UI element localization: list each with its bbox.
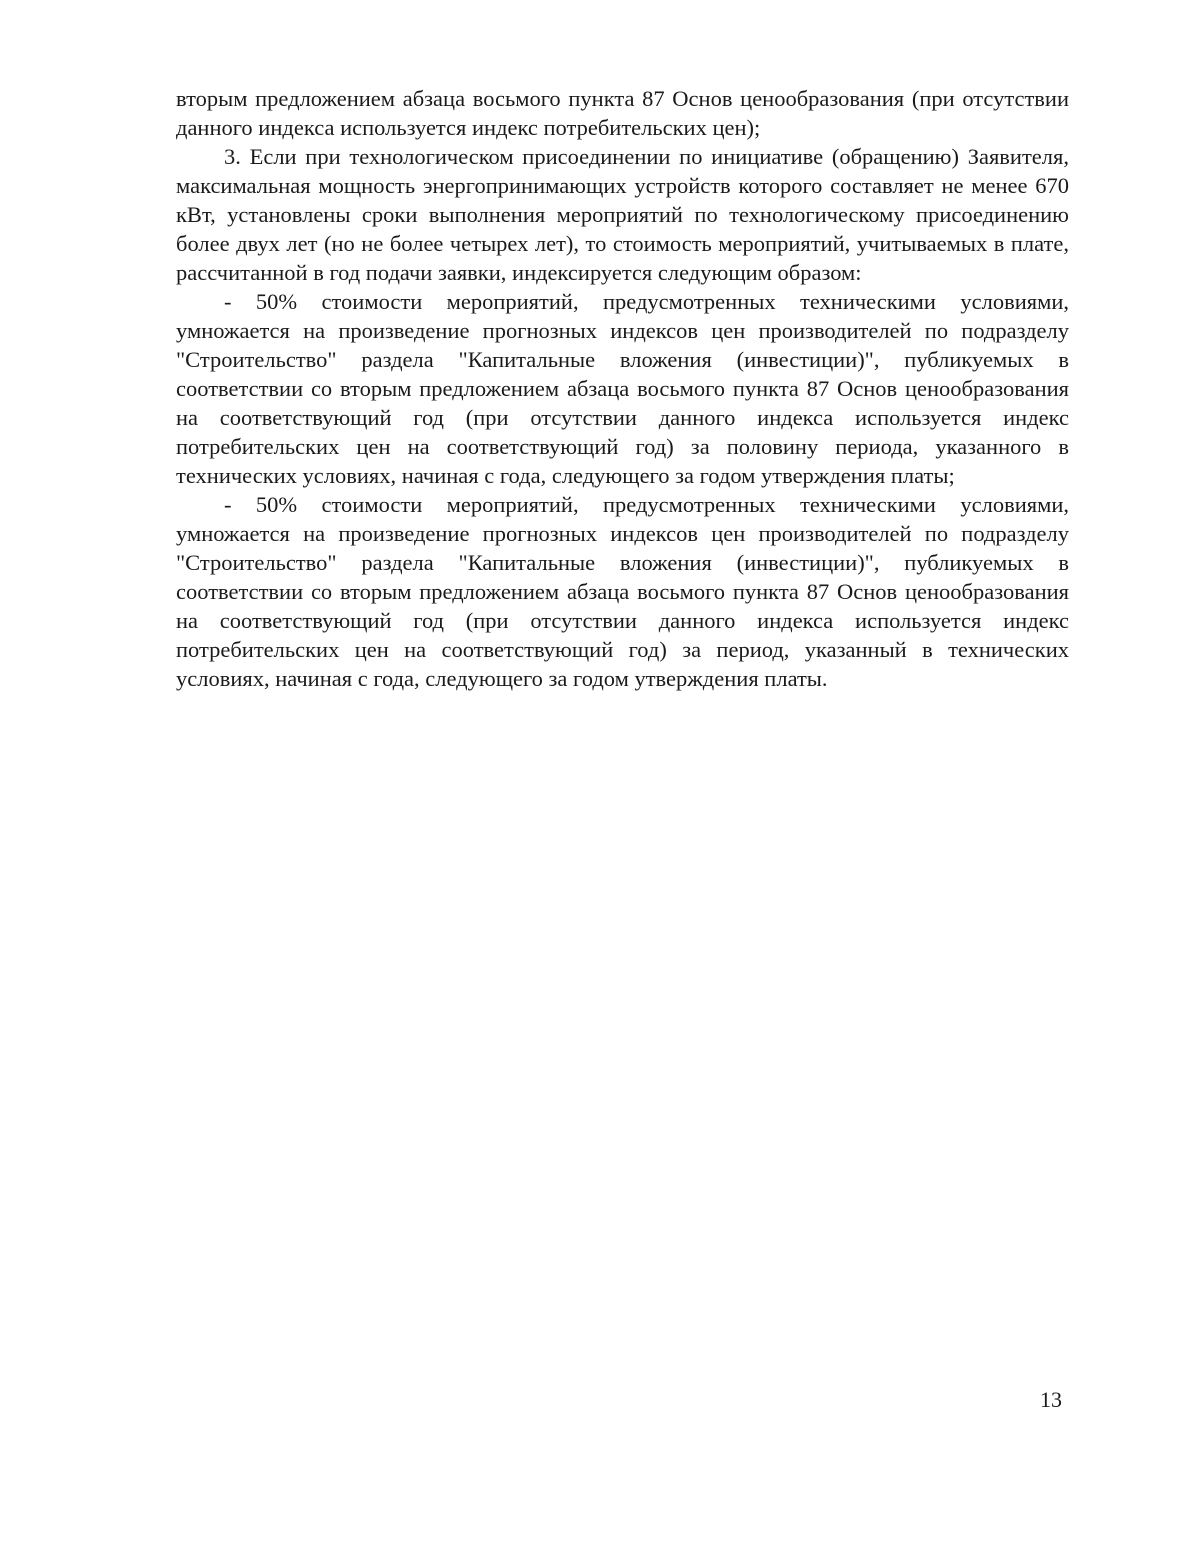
page-number: 13 (1040, 1387, 1062, 1412)
document-body (176, 84, 1069, 693)
paragraph-item-3: 3. Если при технологическом присоединении по инициативе (обращению) Заявителя, максимальная мощность энергопринимающих устройств которого составляет не менее 670 кВт, установлены сроки выполнения мероприятий по технологическому присоединению более двух лет (но не более четырех лет), то стоимость мероприятий, учитываемых в плате, рассчитанной в год подачи заявки, индексируется следующим образом: (176, 144, 1069, 285)
paragraph-bullet-second-half: - 50% стоимости мероприятий, предусмотренных техническими условиями, умножается на произведение прогнозных индексов цен производителей по подразделу "Строительство" раздела "Капитальные вложения (инвестиции)", публикуемых в соответствии со вторым предложением абзаца восьмого пункта 87 Основ ценообразования на соответствующий год (при отсутствии данного индекса используется индекс потребительских цен на соответствующий год) за период, указанный в технических условиях, начиная с года, следующего за годом утверждения платы. (176, 492, 1069, 691)
paragraph-bullet-first-half: - 50% стоимости мероприятий, предусмотренных техническими условиями, умножается на произведение прогнозных индексов цен производителей по подразделу "Строительство" раздела "Капитальные вложения (инвестиции)", публикуемых в соответствии со вторым предложением абзаца восьмого пункта 87 Основ ценообразования на соответствующий год (при отсутствии данного индекса используется индекс потребительских цен на соответствующий год) за половину периода, указанного в технических условиях, начиная с года, следующего за годом утверждения платы; (176, 289, 1069, 488)
paragraph-continuation: вторым предложением абзаца восьмого пункта 87 Основ ценообразования (при отсутствии данного индекса используется индекс потребительских цен); (176, 86, 1069, 140)
